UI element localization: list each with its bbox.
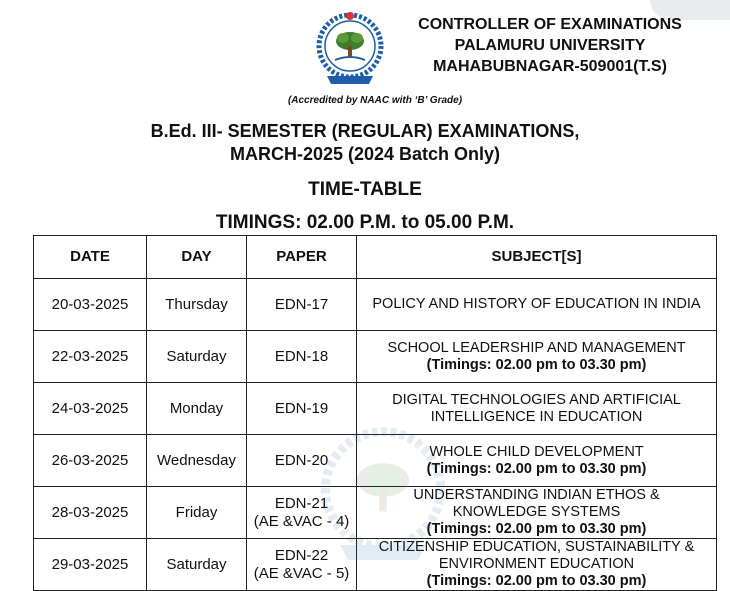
paper-category: (AE &VAC - 5) (253, 564, 350, 582)
column-header-day: DAY (147, 236, 247, 279)
table-header-row (34, 236, 717, 279)
subject-name-continued: INTELLIGENCE IN EDUCATION (430, 408, 643, 425)
column-header-date: DATE (34, 236, 147, 279)
cell-day: Friday (147, 487, 247, 539)
cell-paper (247, 487, 357, 539)
exam-title-line2: MARCH-2025 (2024 Batch Only) (229, 144, 501, 164)
cell-subject (357, 487, 717, 539)
cell-paper: EDN-18 (247, 331, 357, 383)
cell-day: Monday (147, 383, 247, 435)
subject-timing: (Timings: 02.00 pm to 03.30 pm) (426, 356, 647, 373)
cell-paper (247, 539, 357, 591)
cell-date: 22-03-2025 (34, 331, 147, 383)
subject-timing: (Timings: 02.00 pm to 03.30 pm) (426, 573, 647, 589)
cell-paper: EDN-20 (247, 435, 357, 487)
cell-date: 24-03-2025 (34, 383, 147, 435)
paper-code: EDN-21 (274, 494, 329, 512)
subject-name-continued: ENVIRONMENT EDUCATION (438, 556, 635, 572)
institution-header (390, 14, 710, 77)
table-row (34, 331, 717, 383)
table-row (34, 539, 717, 591)
subject-timing: (Timings: 02.00 pm to 03.30 pm) (426, 460, 647, 477)
cell-subject (357, 383, 717, 435)
cell-day: Thursday (147, 279, 247, 331)
subject-name: CITIZENSHIP EDUCATION, SUSTAINABILITY & (378, 539, 695, 555)
cell-date: 28-03-2025 (34, 487, 147, 539)
subject-timing: (Timings: 02.00 pm to 03.30 pm) (426, 521, 647, 537)
subject-name-continued: KNOWLEDGE SYSTEMS (452, 504, 621, 520)
cell-day: Saturday (147, 539, 247, 591)
table-row (34, 279, 717, 331)
cell-subject: POLICY AND HISTORY OF EDUCATION IN INDIA (357, 279, 717, 331)
paper-category: (AE &VAC - 4) (253, 512, 350, 530)
table-row (34, 383, 717, 435)
cell-subject (357, 435, 717, 487)
header-line-university: PALAMURU UNIVERSITY (454, 37, 646, 54)
university-seal-icon (315, 8, 385, 88)
header-line-address: MAHABUBNAGAR-509001(T.S) (433, 58, 667, 75)
paper-code: EDN-22 (274, 546, 329, 564)
exam-timings: TIMINGS: 02.00 P.M. to 05.00 P.M. (215, 212, 515, 233)
time-table-heading: TIME-TABLE (308, 179, 422, 200)
exam-title-line1: B.Ed. III- SEMESTER (REGULAR) EXAMINATIONS, (150, 121, 580, 141)
cell-paper: EDN-19 (247, 383, 357, 435)
cell-subject (357, 539, 717, 591)
cell-date: 20-03-2025 (34, 279, 147, 331)
table-row (34, 487, 717, 539)
subject-name: UNDERSTANDING INDIAN ETHOS & (413, 487, 660, 503)
subject-name: WHOLE CHILD DEVELOPMENT (429, 443, 644, 460)
header-line-controller: CONTROLLER OF EXAMINATIONS (418, 16, 682, 33)
timetable (33, 235, 717, 591)
subject-name: DIGITAL TECHNOLOGIES AND ARTIFICIAL (392, 391, 681, 408)
column-header-subject: SUBJECT[S] (357, 236, 717, 279)
cell-day: Saturday (147, 331, 247, 383)
cell-date: 26-03-2025 (34, 435, 147, 487)
cell-day: Wednesday (147, 435, 247, 487)
subject-name: SCHOOL LEADERSHIP AND MANAGEMENT (387, 339, 686, 356)
cell-date: 29-03-2025 (34, 539, 147, 591)
accreditation-note: (Accredited by NAAC with ‘B’ Grade) (287, 95, 463, 106)
table-row (34, 435, 717, 487)
cell-paper: EDN-17 (247, 279, 357, 331)
cell-subject (357, 331, 717, 383)
column-header-paper: PAPER (247, 236, 357, 279)
